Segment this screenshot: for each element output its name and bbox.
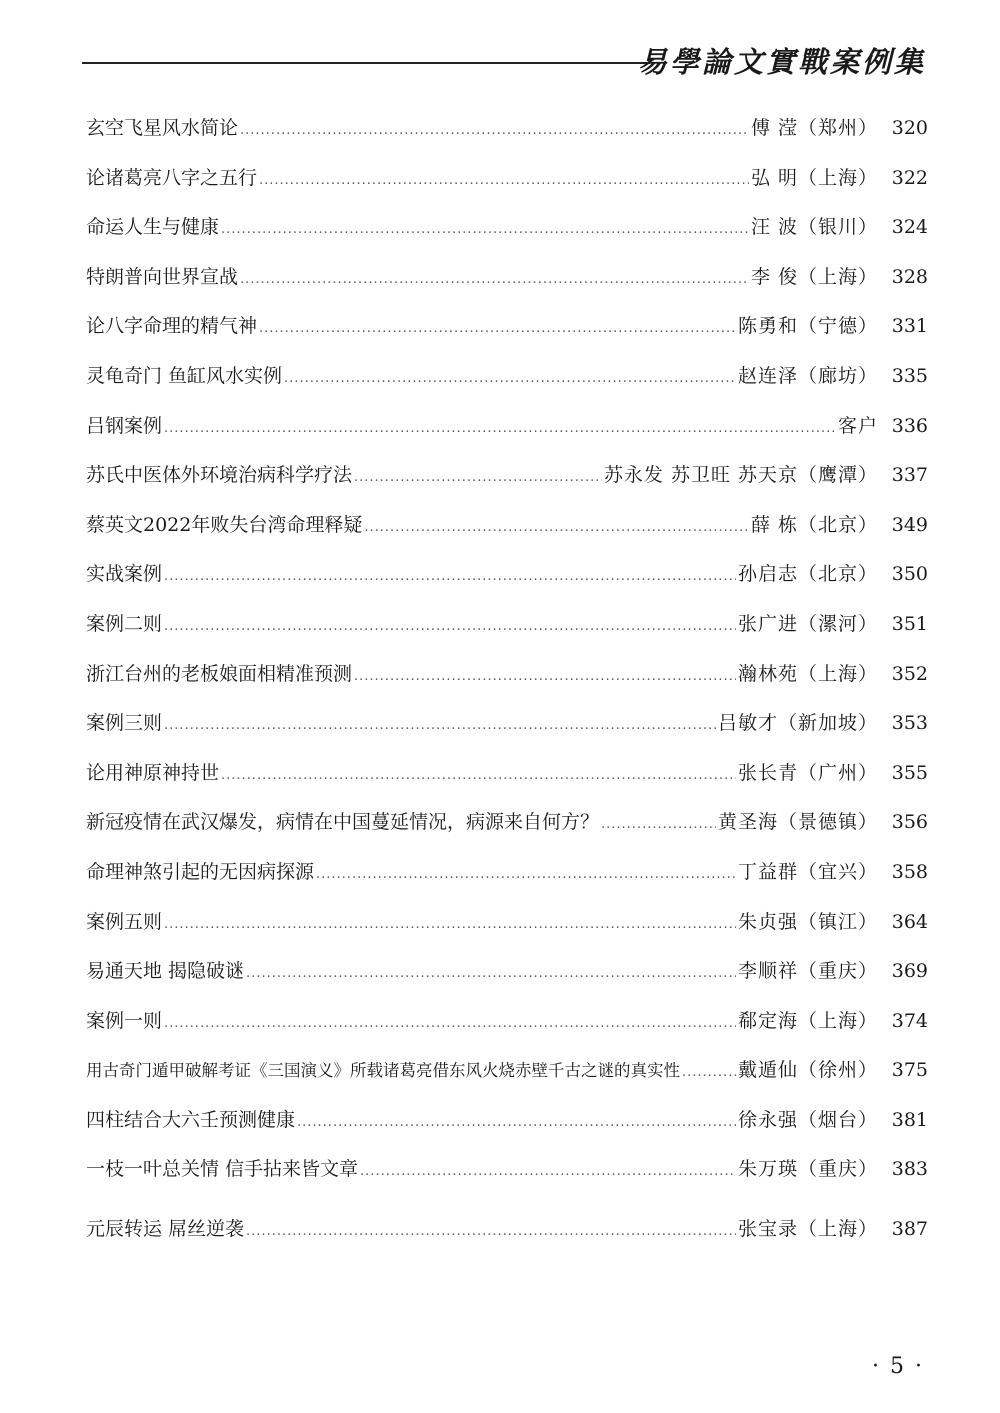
toc-entry[interactable] (86, 753, 928, 803)
entry-title: 玄空飞星风水简论 (86, 117, 239, 139)
entry-author: 客户 (837, 414, 878, 437)
toc-entry[interactable] (86, 158, 928, 208)
toc-entry[interactable] (86, 951, 928, 1001)
toc-entry[interactable] (86, 505, 928, 555)
entry-page: 335 (891, 364, 928, 387)
dot-leader (240, 111, 749, 151)
entry-author: 黄圣海（景德镇） (717, 811, 878, 834)
entry-title: 用古奇门遁甲破解考证《三国演义》所载诸葛亮借东风火烧赤壁千古之谜的真实性 (86, 1061, 680, 1081)
entry-author: 张长青（广州） (737, 761, 878, 784)
dot-leader (246, 954, 736, 994)
dot-leader (164, 409, 836, 449)
dot-leader (364, 508, 749, 548)
dot-leader (164, 706, 716, 746)
entry-title: 命理神煞引起的无因病探源 (86, 860, 315, 883)
table-of-contents (86, 108, 928, 1259)
entry-page: 369 (891, 960, 928, 983)
entry-author: 朱万瑛（重庆） (737, 1158, 878, 1181)
dot-leader (164, 557, 736, 597)
dot-leader (221, 210, 749, 250)
entry-author: 李顺祥（重庆） (737, 960, 878, 983)
entry-page: 351 (891, 612, 928, 635)
toc-entry[interactable] (86, 654, 928, 704)
dot-leader (221, 756, 736, 796)
entry-page: 355 (891, 761, 928, 784)
entry-author: 丁益群（宜兴） (737, 860, 878, 883)
dot-leader (240, 260, 749, 300)
dot-leader (164, 1004, 736, 1044)
dot-leader (297, 1103, 736, 1143)
dot-leader (354, 657, 736, 697)
entry-page: 356 (891, 811, 928, 834)
entry-title: 吕钢案例 (86, 414, 163, 437)
entry-title: 浙江台州的老板娘面相精准预测 (86, 662, 353, 685)
page-number: · 5 · (872, 1354, 924, 1379)
entry-title: 案例五则 (86, 910, 163, 933)
entry-page: 336 (891, 414, 928, 437)
entry-title: 特朗普向世界宣战 (86, 265, 239, 288)
toc-entry[interactable] (86, 257, 928, 307)
dot-leader (164, 905, 736, 945)
entry-author: 朱贞强（镇江） (737, 910, 878, 933)
entry-author: 赵连泽（廊坊） (737, 364, 878, 387)
entry-author: 郗定海（上海） (737, 1009, 878, 1032)
entry-title: 案例三则 (86, 712, 163, 735)
entry-page: 387 (891, 1218, 928, 1241)
toc-entry[interactable] (86, 455, 928, 505)
entry-page: 374 (891, 1009, 928, 1032)
entry-page: 349 (891, 513, 928, 536)
toc-entry[interactable] (86, 406, 928, 456)
toc-entry[interactable] (86, 554, 928, 604)
toc-entry[interactable] (86, 604, 928, 654)
toc-entry[interactable] (86, 306, 928, 356)
entry-page: 381 (891, 1108, 928, 1131)
entry-author: 戴遁仙（徐州） (737, 1059, 878, 1082)
entry-author: 弘 明（上海） (750, 166, 878, 189)
entry-title: 一枝一叶总关情 信手拈来皆文章 (86, 1158, 359, 1181)
entry-page: 353 (891, 712, 928, 735)
entry-title: 论诸葛亮八字之五行 (86, 166, 258, 189)
dot-leader (284, 359, 736, 399)
entry-title: 苏氏中医体外环境治病科学疗法 (86, 464, 353, 487)
entry-page: 337 (891, 464, 928, 487)
entry-author: 苏永发 苏卫旺 苏天京（鹰潭） (603, 464, 878, 487)
toc-entry[interactable] (86, 356, 928, 406)
entry-author: 瀚林苑（上海） (737, 662, 878, 685)
entry-author: 张宝录（上海） (737, 1218, 878, 1241)
entry-title: 蔡英文2022年败失台湾命理释疑 (86, 513, 363, 536)
toc-entry[interactable] (86, 802, 928, 852)
toc-entry[interactable] (86, 108, 928, 158)
entry-page: 331 (891, 315, 928, 338)
entry-title: 元辰转运 屌丝逆袭 (86, 1218, 245, 1241)
entry-title: 案例一则 (86, 1009, 163, 1032)
entry-title: 新冠疫情在武汉爆发，病情在中国蔓延情况，病源来自何方？ (86, 811, 600, 834)
dot-leader (259, 309, 736, 349)
entry-author: 李 俊（上海） (750, 265, 878, 288)
toc-entry[interactable] (86, 902, 928, 952)
entry-title: 实战案例 (86, 563, 163, 586)
toc-entry[interactable] (86, 852, 928, 902)
dot-leader (601, 805, 716, 845)
running-header (82, 40, 932, 80)
entry-page: 322 (891, 166, 928, 189)
dot-leader (164, 607, 736, 647)
entry-author: 傅 滢（郑州） (750, 117, 878, 139)
entry-title: 易通天地 揭隐破谜 (86, 960, 245, 983)
entry-page: 350 (891, 563, 928, 586)
dot-leader (259, 161, 749, 201)
toc-entry[interactable] (86, 1001, 928, 1051)
toc-entry[interactable] (86, 1149, 928, 1199)
dot-leader (360, 1152, 736, 1192)
entry-title: 论八字命理的精气神 (86, 315, 258, 338)
entry-author: 孙启志（北京） (737, 563, 878, 586)
header-rule (82, 62, 650, 64)
entry-page: 364 (891, 910, 928, 933)
entry-author: 汪 波（银川） (750, 216, 878, 239)
entry-page: 383 (891, 1158, 928, 1181)
toc-entry[interactable] (86, 1100, 928, 1150)
toc-entry[interactable] (86, 207, 928, 257)
entry-page: 328 (891, 265, 928, 288)
entry-title: 四柱结合大六壬预测健康 (86, 1108, 296, 1131)
dot-leader (682, 1053, 736, 1093)
entry-author: 吕敏才（新加坡） (717, 712, 878, 735)
entry-author: 陈勇和（宁德） (737, 315, 878, 338)
entry-page: 352 (891, 662, 928, 685)
entry-title: 命运人生与健康 (86, 216, 220, 239)
entry-title: 论用神原神持世 (86, 761, 220, 784)
entry-page: 320 (891, 117, 928, 139)
dot-leader (316, 855, 736, 895)
entry-author: 徐永强（烟台） (737, 1108, 878, 1131)
entry-author: 薛 栋（北京） (750, 513, 878, 536)
dot-leader (354, 458, 602, 498)
entry-author: 张广进（漯河） (737, 612, 878, 635)
toc-entry[interactable] (86, 1209, 928, 1259)
entry-page: 324 (891, 216, 928, 239)
entry-title: 案例二则 (86, 612, 163, 635)
book-title: 易學論文實戰案例集 (637, 45, 926, 79)
entry-title: 灵龟奇门 鱼缸风水实例 (86, 364, 283, 387)
entry-page: 375 (891, 1059, 928, 1082)
toc-entry[interactable] (86, 1050, 928, 1100)
entry-page: 358 (891, 860, 928, 883)
dot-leader (246, 1212, 736, 1252)
toc-entry[interactable] (86, 703, 928, 753)
